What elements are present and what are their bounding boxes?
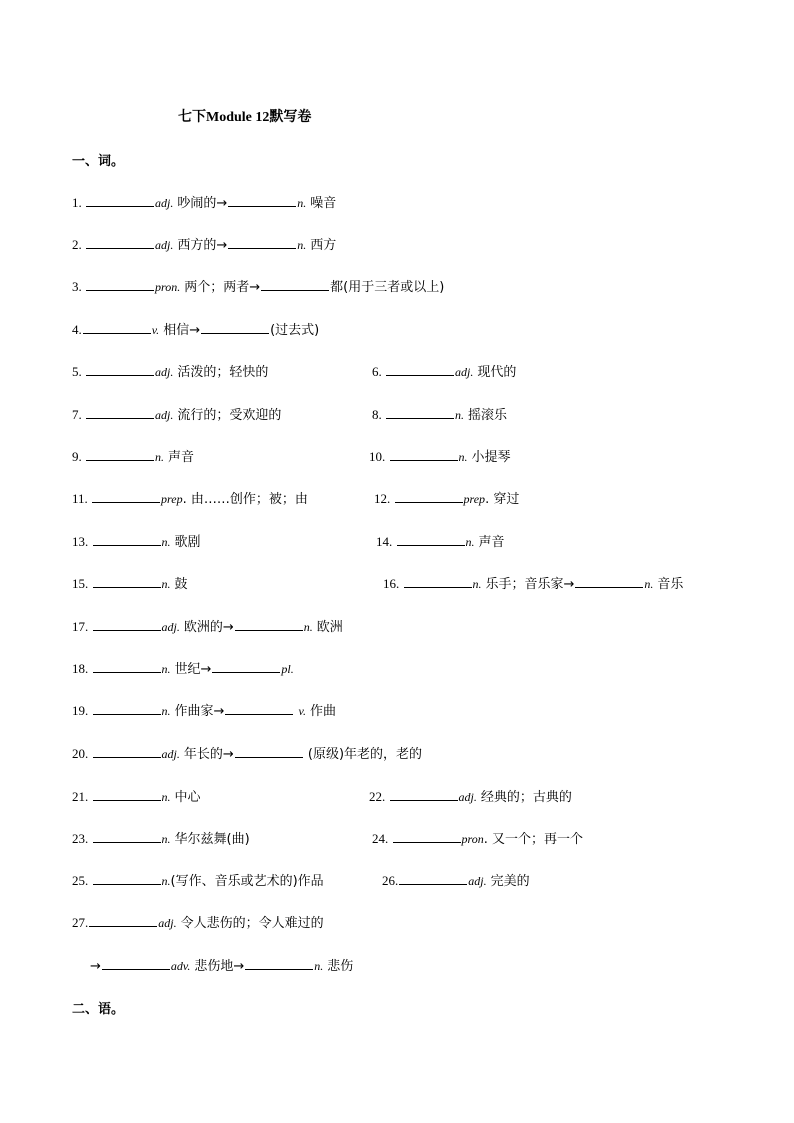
answer-blank[interactable] [225, 701, 293, 715]
vocab-item-17: 17. adj. 欧洲的→ n. 欧洲 [72, 619, 343, 635]
vocab-item-8: 8. n. 摇滚乐 [372, 407, 508, 423]
answer-blank[interactable] [395, 489, 463, 503]
vocab-item-3: 3. pron. 两个；两者→ 都(用于三者或以上) [72, 279, 445, 295]
answer-blank[interactable] [397, 532, 465, 546]
vocab-item-11: 11. prep. 由……创作；被；由 [72, 491, 308, 507]
vocab-item-23: 23. n. 华尔兹舞(曲) [72, 831, 250, 847]
vocab-item-18: 18. n. 世纪→ pl. [72, 661, 294, 677]
answer-blank[interactable] [399, 871, 467, 885]
answer-blank[interactable] [93, 701, 161, 715]
answer-blank[interactable] [235, 744, 303, 758]
vocab-item-26: 26. adj. 完美的 [382, 873, 530, 889]
vocab-item-24: 24. pron. 又一个；再一个 [372, 831, 583, 847]
vocab-item-14: 14. n. 声音 [376, 534, 505, 550]
answer-blank[interactable] [386, 405, 454, 419]
answer-blank[interactable] [212, 659, 280, 673]
vocab-item-12: 12. prep. 穿过 [374, 491, 520, 507]
page-title: 七下Module 12默写卷 [178, 110, 312, 125]
section-heading-words: 一、词。 [72, 154, 125, 169]
vocab-item-19: 19. n. 作曲家→ v. 作曲 [72, 703, 336, 719]
vocab-item-1: 1. adj. 吵闹的→ n. 噪音 [72, 195, 337, 211]
answer-blank[interactable] [93, 787, 161, 801]
answer-blank[interactable] [93, 829, 161, 843]
answer-blank[interactable] [228, 235, 296, 249]
answer-blank[interactable] [86, 405, 154, 419]
answer-blank[interactable] [93, 871, 161, 885]
answer-blank[interactable] [404, 574, 472, 588]
answer-blank[interactable] [86, 362, 154, 376]
answer-blank[interactable] [245, 956, 313, 970]
answer-blank[interactable] [86, 277, 154, 291]
answer-blank[interactable] [86, 193, 154, 207]
answer-blank[interactable] [393, 829, 461, 843]
vocab-item-5: 5. adj. 活泼的；轻快的 [72, 364, 269, 380]
vocab-item-20: 20. adj. 年长的→ (原级)年老的，老的 [72, 746, 423, 762]
answer-blank[interactable] [201, 320, 269, 334]
vocab-item-10: 10. n. 小提琴 [369, 449, 511, 465]
answer-blank[interactable] [89, 913, 157, 927]
answer-blank[interactable] [102, 956, 170, 970]
answer-blank[interactable] [386, 362, 454, 376]
answer-blank[interactable] [390, 787, 458, 801]
vocab-item-13: 13. n. 歌剧 [72, 534, 201, 550]
answer-blank[interactable] [93, 659, 161, 673]
vocab-item-27-continued: → adv. 悲伤地→ n. 悲伤 [90, 956, 353, 976]
arrow-icon: → [90, 959, 101, 974]
vocab-item-21: 21. n. 中心 [72, 789, 201, 805]
answer-blank[interactable] [261, 277, 329, 291]
vocab-item-9: 9. n. 声音 [72, 449, 195, 465]
answer-blank[interactable] [93, 744, 161, 758]
vocab-item-15: 15. n. 鼓 [72, 576, 188, 592]
vocab-item-16: 16. n. 乐手；音乐家→ n. 音乐 [383, 576, 684, 592]
answer-blank[interactable] [575, 574, 643, 588]
vocab-item-22: 22. adj. 经典的；古典的 [369, 789, 572, 805]
answer-blank[interactable] [93, 617, 161, 631]
answer-blank[interactable] [92, 489, 160, 503]
answer-blank[interactable] [83, 320, 151, 334]
answer-blank[interactable] [390, 447, 458, 461]
vocab-item-4: 4. v. 相信→ (过去式) [72, 322, 320, 338]
vocab-item-25: 25. n.(写作、音乐或艺术的)作品 [72, 873, 324, 889]
answer-blank[interactable] [86, 235, 154, 249]
section-heading-phrases: 二、语。 [72, 1002, 125, 1017]
answer-blank[interactable] [93, 532, 161, 546]
answer-blank[interactable] [228, 193, 296, 207]
answer-blank[interactable] [93, 574, 161, 588]
vocab-item-27: 27. adj. 令人悲伤的；令人难过的 [72, 915, 324, 931]
vocab-item-6: 6. adj. 现代的 [372, 364, 517, 380]
vocab-item-7: 7. adj. 流行的；受欢迎的 [72, 407, 282, 423]
answer-blank[interactable] [235, 617, 303, 631]
vocab-item-2: 2. adj. 西方的→ n. 西方 [72, 237, 337, 253]
answer-blank[interactable] [86, 447, 154, 461]
